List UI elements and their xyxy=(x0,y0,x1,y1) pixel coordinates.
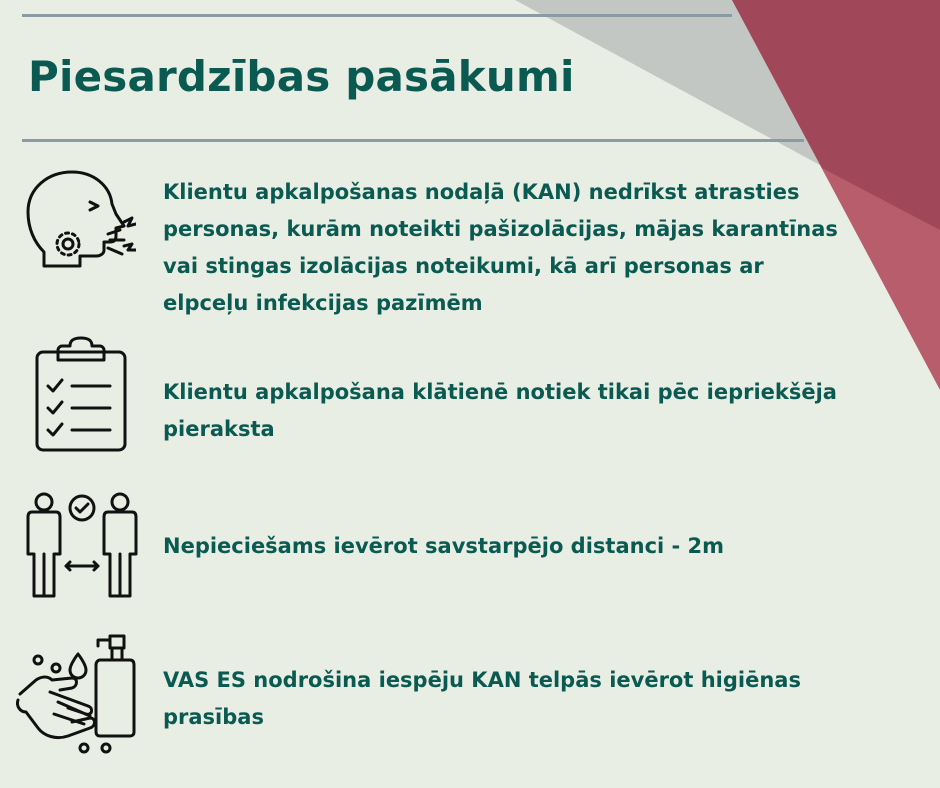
handwashing-icon xyxy=(12,632,136,756)
item-text: Klientu apkalpošana klātienē notiek tikai pēc iepriekšēja pieraksta xyxy=(163,380,837,441)
title-divider xyxy=(22,139,804,142)
item-text: Nepieciešams ievērot savstarpējo distanci - 2m xyxy=(163,534,725,558)
item-text: Klientu apkalpošanas nodaļā (KAN) nedrīkst atrasties personas, kurām noteikti pašizolācijas, mājas karantīnas vai stingas izolācijas noteikumi, kā arī personas ar elpceļu infekcijas pazīmēm xyxy=(163,180,838,315)
social-distance-icon xyxy=(26,490,138,602)
coughing-person-icon xyxy=(24,170,136,282)
page-title: Piesardzības pasākumi xyxy=(28,52,575,101)
top-divider xyxy=(22,14,732,17)
clipboard-checklist-icon xyxy=(34,336,128,454)
item-text: VAS ES nodrošina iespēju KAN telpās ievērot higiēnas prasības xyxy=(163,668,801,729)
